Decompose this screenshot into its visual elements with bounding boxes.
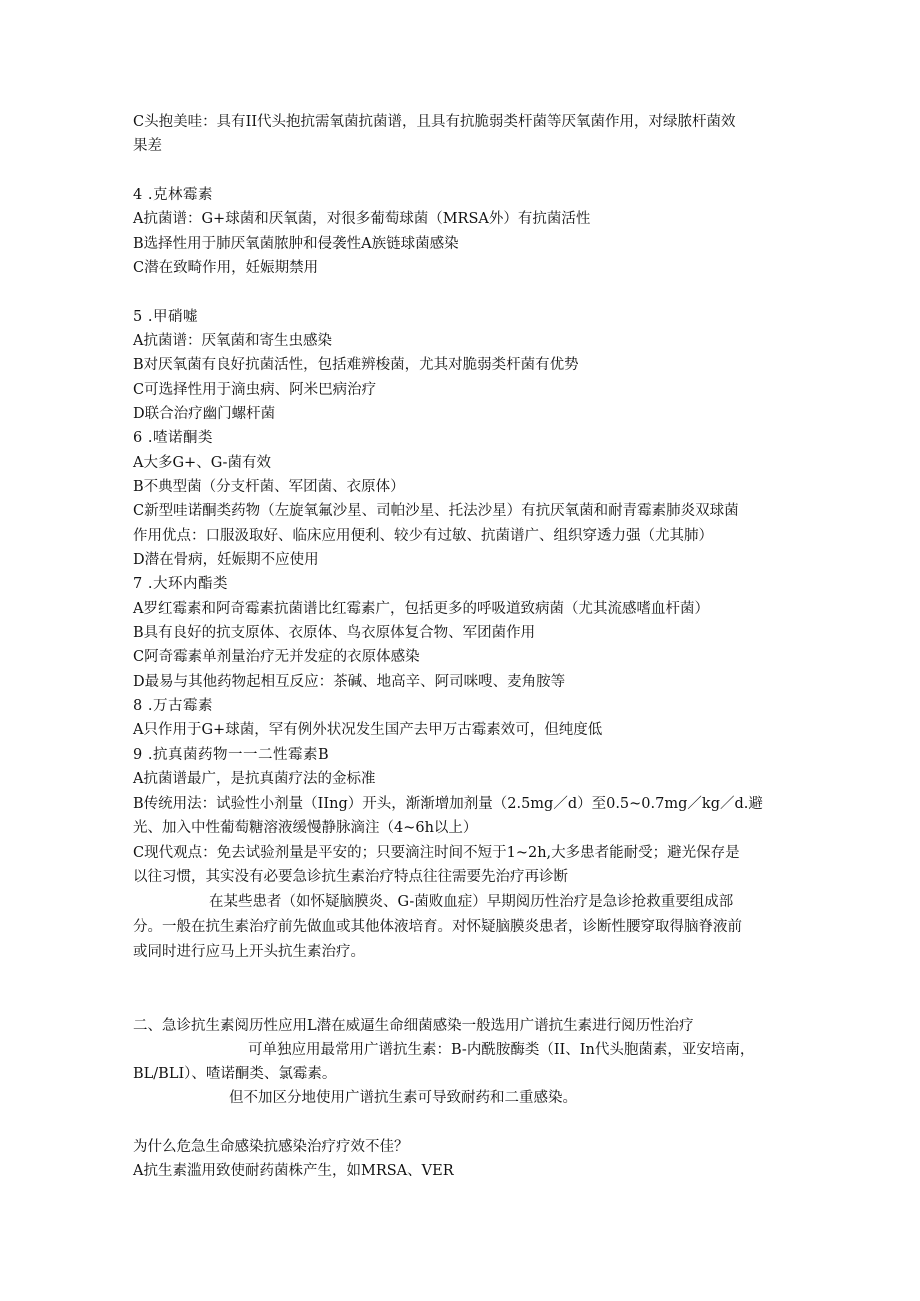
text-line: A罗红霉素和阿奇霉素抗菌谱比红霉素广，包括更多的呼吸道致病菌（尤其流感嗜血杆菌） <box>133 601 709 617</box>
text-line: C阿奇霉素单剂量治疗无并发症的衣原体感染 <box>133 649 420 665</box>
text-line: C潜在致畸作用，妊娠期禁用 <box>133 260 319 276</box>
section-heading: 5 .甲硝嘘 <box>133 309 198 325</box>
text-line: C可选择性用于滴虫病、阿米巴病治疗 <box>133 382 377 398</box>
text-line: B具有良好的抗支原体、衣原体、鸟衣原体复合物、军团菌作用 <box>133 625 536 641</box>
section-heading: 6 .喳诺酮类 <box>133 430 213 446</box>
text-line: B选择性用于肺厌氧菌脓肿和侵袭性A族链球菌感染 <box>133 236 459 252</box>
section-heading: 7 .大环内酯类 <box>133 576 228 592</box>
question-heading: 为什么危急生命感染抗感染治疗疗效不佳？ <box>133 1139 409 1155</box>
section-heading: 9 .抗真菌药物一一二性霉素B <box>133 747 330 763</box>
text-line: C新型哇诺酮类药物（左旋氧氟沙星、司帕沙星、托法沙星）有抗厌氧菌和耐青霉素肺炎双球菌 <box>133 503 739 519</box>
text-line: B传统用法：试验性小剂量（IIng）开头，渐渐增加剂量（2.5mg／d）至0.5~0.7mg／kg／d.避 <box>133 796 763 812</box>
section-heading: 4 .克林霉素 <box>133 187 213 203</box>
text-line: D最易与其他药物起相互反应：茶碱、地高辛、阿司咪嗖、麦角胺等 <box>133 674 566 690</box>
text-line: 或同时进行应马上开头抗生素治疗。 <box>133 944 365 960</box>
text-line: A抗菌谱：厌氧菌和寄生虫感染 <box>133 333 332 349</box>
text-line: 果差 <box>133 138 162 154</box>
text-line: A只作用于G+球菌，罕有例外状况发生国产去甲万古霉素效可，但纯度低 <box>133 722 603 738</box>
text-line: C现代观点：免去试验剂量是平安的；只要滴注时间不短于1~2h,大多患者能耐受；避光保存是 <box>133 845 740 861</box>
text-line: A抗菌谱：G+球菌和厌氧菌，对很多葡萄球菌（MRSA外）有抗菌活性 <box>133 211 591 227</box>
text-line: D联合治疗幽门螺杆菌 <box>133 406 276 422</box>
section-heading: 8 .万古霉素 <box>133 698 213 714</box>
text-line: 分。一般在抗生素治疗前先做血或其他体液培育。对怀疑脑膜炎患者，诊断性腰穿取得脑脊液前 <box>133 919 742 935</box>
text-line: 作用优点：口服汲取好、临床应用便利、较少有过敏、抗菌谱广、组织穿透力强（尤其肺） <box>133 528 713 544</box>
text-line: BL/BLI）、喳诺酮类、氯霉素。 <box>133 1066 337 1082</box>
text-line: 以往习惯，其实没有必要急诊抗生素治疗特点往往需要先治疗再诊断 <box>133 869 568 885</box>
indented-paragraph: 在某些患者（如怀疑脑膜炎、G-菌败血症）早期阅历性治疗是急诊抢救重要组成部 <box>209 894 734 910</box>
indented-paragraph: 可单独应用最常用广谱抗生素：B-内酰胺酶类（II、In代头胞菌素，亚安培南， <box>248 1042 755 1058</box>
text-line: B不典型菌（分支杆菌、军团菌、衣原体） <box>133 479 405 495</box>
text-line: A抗生素滥用致使耐药菌株产生，如MRSA、VER <box>133 1163 454 1179</box>
text-line: B对厌氧菌有良好抗菌活性，包括难辨梭菌，尤其对脆弱类杆菌有优势 <box>133 357 579 373</box>
text-line: D潜在骨病，妊娠期不应使用 <box>133 552 319 568</box>
text-line: C头抱美哇：具有II代头抱抗需氧菌抗菌谱，且具有抗脆弱类杆菌等厌氧菌作用，对绿脓杆菌效 <box>133 114 736 130</box>
indented-paragraph: 但不加区分地使用广谱抗生素可导致耐药和二重感染。 <box>229 1090 577 1106</box>
text-line: A大多G+、G-菌有效 <box>133 455 271 471</box>
section-heading: 二、急诊抗生素阅历性应用L潜在威逼生命细菌感染一般选用广谱抗生素进行阅历性治疗 <box>133 1018 694 1034</box>
text-line: A抗菌谱最广，是抗真菌疗法的金标准 <box>133 771 376 787</box>
text-line: 光、加入中性葡萄糖溶液缓慢静脉滴注（4~6h以上） <box>133 820 478 836</box>
